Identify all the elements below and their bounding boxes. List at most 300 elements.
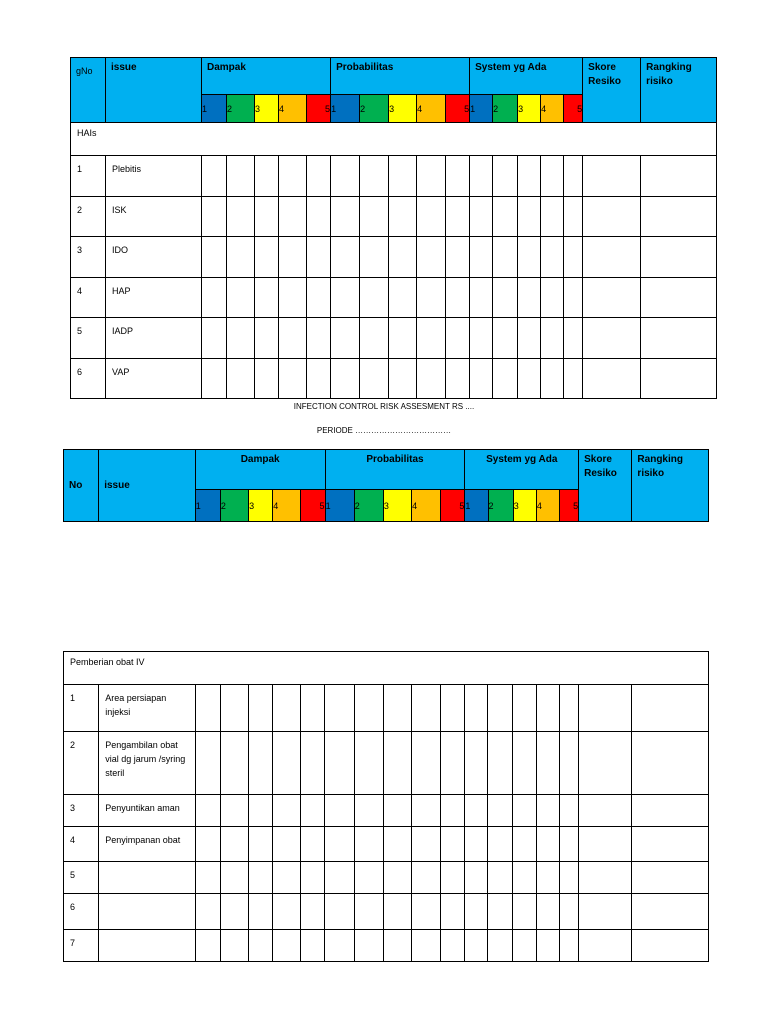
header-probabilitas: Probabilitas [325, 450, 465, 490]
score-cell[interactable] [632, 862, 709, 894]
header-rangking: Rangking risiko [641, 58, 717, 123]
score-cell[interactable] [518, 197, 541, 237]
score-cell[interactable] [632, 930, 709, 962]
score-cell[interactable] [488, 894, 513, 930]
score-cell[interactable] [513, 795, 536, 827]
score-cell[interactable] [279, 359, 307, 399]
score-cell[interactable] [417, 197, 446, 237]
score-cell[interactable] [541, 237, 564, 278]
row-issue [99, 930, 196, 962]
score-cell[interactable] [195, 894, 220, 930]
score-cell[interactable] [411, 862, 440, 894]
score-cell[interactable] [564, 156, 583, 197]
score-cell[interactable] [220, 930, 248, 962]
score-cell[interactable] [441, 795, 465, 827]
row-issue: Penyuntikan aman [99, 795, 196, 827]
score-cell[interactable] [354, 827, 383, 862]
row-number: 4 [64, 827, 99, 862]
score-cell[interactable] [441, 862, 465, 894]
score-cell[interactable] [279, 318, 307, 359]
row-issue: HAP [106, 278, 202, 318]
row-issue: IADP [106, 318, 202, 359]
table-row [64, 862, 709, 894]
score-cell[interactable] [470, 359, 493, 399]
row-issue: Pengambilan obat vial dg jarum /syring steril [99, 732, 196, 795]
table-row [71, 237, 717, 278]
score-cell[interactable] [488, 732, 513, 795]
score-cell[interactable] [541, 278, 564, 318]
scale-system-2: 2 [493, 95, 518, 123]
header-no: No [64, 450, 99, 522]
scale-system-4: 4 [541, 95, 564, 123]
score-cell[interactable] [195, 795, 220, 827]
score-cell[interactable] [389, 318, 417, 359]
row-number: 3 [71, 237, 106, 278]
row-issue: Penyimpanan obat [99, 827, 196, 862]
score-cell[interactable] [220, 795, 248, 827]
score-cell[interactable] [273, 930, 301, 962]
score-cell[interactable] [641, 237, 717, 278]
score-cell[interactable] [331, 237, 360, 278]
score-cell[interactable] [360, 278, 389, 318]
scale-system-1: 1 [465, 490, 488, 522]
score-cell[interactable] [446, 278, 470, 318]
score-cell[interactable] [325, 795, 354, 827]
score-cell[interactable] [493, 197, 518, 237]
scale-dampak-5: 5 [307, 95, 331, 123]
score-cell[interactable] [518, 318, 541, 359]
scale-probabilitas-3: 3 [383, 490, 411, 522]
score-cell[interactable] [249, 930, 273, 962]
score-cell[interactable] [470, 318, 493, 359]
score-cell[interactable] [559, 685, 578, 732]
scale-probabilitas-3: 3 [389, 95, 417, 123]
score-cell[interactable] [307, 318, 331, 359]
score-cell[interactable] [578, 894, 631, 930]
score-cell[interactable] [536, 894, 559, 930]
scale-probabilitas-1: 1 [325, 490, 354, 522]
score-cell[interactable] [559, 827, 578, 862]
score-cell[interactable] [255, 318, 279, 359]
score-cell[interactable] [559, 795, 578, 827]
scale-system-2: 2 [488, 490, 513, 522]
score-cell[interactable] [202, 237, 227, 278]
score-cell[interactable] [220, 732, 248, 795]
score-cell[interactable] [536, 930, 559, 962]
score-cell[interactable] [583, 318, 641, 359]
score-cell[interactable] [279, 237, 307, 278]
score-cell[interactable] [493, 278, 518, 318]
header-issue: issue [106, 58, 202, 123]
score-cell[interactable] [202, 156, 227, 197]
score-cell[interactable] [195, 685, 220, 732]
score-cell[interactable] [411, 930, 440, 962]
score-cell[interactable] [536, 827, 559, 862]
table-row [64, 795, 709, 827]
score-cell[interactable] [195, 827, 220, 862]
score-cell[interactable] [417, 318, 446, 359]
score-cell[interactable] [202, 318, 227, 359]
scale-system-3: 3 [513, 490, 536, 522]
score-cell[interactable] [465, 732, 488, 795]
score-cell[interactable] [518, 237, 541, 278]
scale-dampak-1: 1 [195, 490, 220, 522]
score-cell[interactable] [417, 359, 446, 399]
table-row [64, 930, 709, 962]
score-cell[interactable] [301, 827, 325, 862]
score-cell[interactable] [249, 894, 273, 930]
scale-dampak-3: 3 [249, 490, 273, 522]
score-cell[interactable] [417, 156, 446, 197]
score-cell[interactable] [227, 318, 255, 359]
score-cell[interactable] [227, 237, 255, 278]
score-cell[interactable] [273, 894, 301, 930]
score-cell[interactable] [583, 237, 641, 278]
score-cell[interactable] [383, 827, 411, 862]
score-cell[interactable] [513, 827, 536, 862]
score-cell[interactable] [583, 359, 641, 399]
table-row [71, 359, 717, 399]
risk-table-header [63, 449, 709, 522]
score-cell[interactable] [411, 685, 440, 732]
table-row [71, 156, 717, 197]
row-issue: IDO [106, 237, 202, 278]
score-cell[interactable] [325, 894, 354, 930]
score-cell[interactable] [227, 197, 255, 237]
scale-probabilitas-5: 5 [441, 490, 465, 522]
score-cell[interactable] [441, 732, 465, 795]
scale-dampak-1: 1 [202, 95, 227, 123]
score-cell[interactable] [325, 862, 354, 894]
score-cell[interactable] [641, 359, 717, 399]
score-cell[interactable] [513, 732, 536, 795]
score-cell[interactable] [513, 862, 536, 894]
table-row [64, 732, 709, 795]
score-cell[interactable] [441, 930, 465, 962]
row-number: 5 [64, 862, 99, 894]
score-cell[interactable] [354, 862, 383, 894]
table-row [71, 278, 717, 318]
score-cell[interactable] [307, 197, 331, 237]
score-cell[interactable] [249, 795, 273, 827]
score-cell[interactable] [488, 685, 513, 732]
score-cell[interactable] [578, 732, 631, 795]
section-hais: HAIs [71, 123, 717, 156]
score-cell[interactable] [331, 318, 360, 359]
score-cell[interactable] [279, 156, 307, 197]
row-number: 2 [64, 732, 99, 795]
score-cell[interactable] [446, 156, 470, 197]
scale-dampak-4: 4 [279, 95, 307, 123]
score-cell[interactable] [536, 795, 559, 827]
scale-system-4: 4 [536, 490, 559, 522]
score-cell[interactable] [564, 318, 583, 359]
score-cell[interactable] [331, 197, 360, 237]
score-cell[interactable] [360, 197, 389, 237]
scale-dampak-4: 4 [273, 490, 301, 522]
score-cell[interactable] [325, 930, 354, 962]
score-cell[interactable] [383, 862, 411, 894]
score-cell[interactable] [273, 827, 301, 862]
score-cell[interactable] [220, 827, 248, 862]
score-cell[interactable] [541, 359, 564, 399]
row-issue: Plebitis [106, 156, 202, 197]
score-cell[interactable] [255, 359, 279, 399]
score-cell[interactable] [465, 685, 488, 732]
score-cell[interactable] [249, 732, 273, 795]
score-cell[interactable] [578, 827, 631, 862]
score-cell[interactable] [493, 156, 518, 197]
score-cell[interactable] [279, 278, 307, 318]
score-cell[interactable] [641, 278, 717, 318]
score-cell[interactable] [513, 894, 536, 930]
scale-dampak-2: 2 [227, 95, 255, 123]
score-cell[interactable] [331, 278, 360, 318]
score-cell[interactable] [493, 237, 518, 278]
score-cell[interactable] [564, 359, 583, 399]
score-cell[interactable] [301, 795, 325, 827]
score-cell[interactable] [536, 685, 559, 732]
score-cell[interactable] [220, 685, 248, 732]
score-cell[interactable] [632, 827, 709, 862]
score-cell[interactable] [488, 930, 513, 962]
score-cell[interactable] [578, 862, 631, 894]
scale-system-5: 5 [564, 95, 583, 123]
row-issue [99, 894, 196, 930]
score-cell[interactable] [417, 237, 446, 278]
score-cell[interactable] [470, 156, 493, 197]
risk-table-hais [70, 57, 717, 399]
score-cell[interactable] [389, 197, 417, 237]
score-cell[interactable] [354, 894, 383, 930]
score-cell[interactable] [513, 685, 536, 732]
score-cell[interactable] [541, 156, 564, 197]
score-cell[interactable] [518, 278, 541, 318]
score-cell[interactable] [389, 278, 417, 318]
score-cell[interactable] [354, 685, 383, 732]
score-cell[interactable] [583, 197, 641, 237]
score-cell[interactable] [195, 732, 220, 795]
score-cell[interactable] [331, 156, 360, 197]
score-cell[interactable] [541, 318, 564, 359]
score-cell[interactable] [301, 862, 325, 894]
score-cell[interactable] [518, 156, 541, 197]
score-cell[interactable] [325, 685, 354, 732]
row-number: 3 [64, 795, 99, 827]
score-cell[interactable] [202, 278, 227, 318]
score-cell[interactable] [518, 359, 541, 399]
score-cell[interactable] [249, 685, 273, 732]
scale-probabilitas-2: 2 [360, 95, 389, 123]
scale-probabilitas-4: 4 [412, 490, 441, 522]
score-cell[interactable] [383, 894, 411, 930]
score-cell[interactable] [465, 894, 488, 930]
score-cell[interactable] [536, 732, 559, 795]
score-cell[interactable] [354, 930, 383, 962]
table-row [64, 894, 709, 930]
score-cell[interactable] [536, 862, 559, 894]
score-cell[interactable] [465, 862, 488, 894]
score-cell[interactable] [641, 156, 717, 197]
score-cell[interactable] [493, 359, 518, 399]
score-cell[interactable] [470, 197, 493, 237]
score-cell[interactable] [307, 156, 331, 197]
score-cell[interactable] [559, 862, 578, 894]
score-cell[interactable] [641, 197, 717, 237]
score-cell[interactable] [255, 278, 279, 318]
score-cell[interactable] [564, 278, 583, 318]
scale-probabilitas-2: 2 [354, 490, 383, 522]
score-cell[interactable] [273, 795, 301, 827]
score-cell[interactable] [301, 930, 325, 962]
score-cell[interactable] [446, 318, 470, 359]
scale-system-3: 3 [518, 95, 541, 123]
header-no: gNo [71, 58, 106, 123]
score-cell[interactable] [307, 359, 331, 399]
row-number: 1 [71, 156, 106, 197]
score-cell[interactable] [465, 795, 488, 827]
periode-line: PERIODE ……………………………… [316, 426, 452, 435]
score-cell[interactable] [220, 894, 248, 930]
score-cell[interactable] [632, 894, 709, 930]
score-cell[interactable] [564, 237, 583, 278]
score-cell[interactable] [273, 732, 301, 795]
score-cell[interactable] [578, 685, 631, 732]
scale-dampak-2: 2 [220, 490, 248, 522]
score-cell[interactable] [220, 862, 248, 894]
score-cell[interactable] [559, 930, 578, 962]
score-cell[interactable] [465, 827, 488, 862]
score-cell[interactable] [354, 732, 383, 795]
score-cell[interactable] [564, 197, 583, 237]
score-cell[interactable] [255, 156, 279, 197]
score-cell[interactable] [578, 930, 631, 962]
score-cell[interactable] [470, 237, 493, 278]
score-cell[interactable] [389, 359, 417, 399]
score-cell[interactable] [446, 359, 470, 399]
score-cell[interactable] [301, 732, 325, 795]
score-cell[interactable] [273, 862, 301, 894]
score-cell[interactable] [411, 894, 440, 930]
score-cell[interactable] [202, 359, 227, 399]
document-title: INFECTION CONTROL RISK ASSESMENT RS .... [293, 402, 475, 411]
header-system: System yg Ada [470, 58, 583, 95]
score-cell[interactable] [383, 795, 411, 827]
score-cell[interactable] [493, 318, 518, 359]
row-number: 5 [71, 318, 106, 359]
table-row [71, 197, 717, 237]
score-cell[interactable] [441, 685, 465, 732]
score-cell[interactable] [325, 827, 354, 862]
score-cell[interactable] [641, 318, 717, 359]
score-cell[interactable] [446, 237, 470, 278]
score-cell[interactable] [279, 197, 307, 237]
score-cell[interactable] [255, 197, 279, 237]
score-cell[interactable] [465, 930, 488, 962]
score-cell[interactable] [307, 237, 331, 278]
table-row [64, 685, 709, 732]
score-cell[interactable] [583, 278, 641, 318]
score-cell[interactable] [389, 237, 417, 278]
score-cell[interactable] [513, 930, 536, 962]
score-cell[interactable] [202, 197, 227, 237]
score-cell[interactable] [541, 197, 564, 237]
score-cell[interactable] [383, 930, 411, 962]
score-cell[interactable] [488, 795, 513, 827]
score-cell[interactable] [195, 862, 220, 894]
scale-dampak-5: 5 [301, 490, 325, 522]
scale-probabilitas-5: 5 [446, 95, 470, 123]
score-cell[interactable] [441, 827, 465, 862]
score-cell[interactable] [354, 795, 383, 827]
score-cell[interactable] [195, 930, 220, 962]
score-cell[interactable] [559, 732, 578, 795]
score-cell[interactable] [441, 894, 465, 930]
score-cell[interactable] [488, 862, 513, 894]
header-skore: Skore Resiko [583, 58, 641, 123]
score-cell[interactable] [417, 278, 446, 318]
score-cell[interactable] [446, 197, 470, 237]
score-cell[interactable] [227, 278, 255, 318]
score-cell[interactable] [383, 685, 411, 732]
header-system: System yg Ada [465, 450, 579, 490]
score-cell[interactable] [301, 685, 325, 732]
score-cell[interactable] [331, 359, 360, 399]
score-cell[interactable] [273, 685, 301, 732]
table-row [71, 318, 717, 359]
score-cell[interactable] [360, 237, 389, 278]
score-cell[interactable] [325, 732, 354, 795]
score-cell[interactable] [301, 894, 325, 930]
row-issue: ISK [106, 197, 202, 237]
score-cell[interactable] [389, 156, 417, 197]
score-cell[interactable] [411, 827, 440, 862]
score-cell[interactable] [411, 795, 440, 827]
score-cell[interactable] [249, 827, 273, 862]
row-issue: Area persiapan injeksi [99, 685, 196, 732]
score-cell[interactable] [360, 359, 389, 399]
score-cell[interactable] [227, 156, 255, 197]
score-cell[interactable] [488, 827, 513, 862]
header-skore: Skore Resiko [579, 450, 632, 522]
score-cell[interactable] [632, 732, 709, 795]
score-cell[interactable] [470, 278, 493, 318]
score-cell[interactable] [411, 732, 440, 795]
score-cell[interactable] [249, 862, 273, 894]
score-cell[interactable] [360, 318, 389, 359]
score-cell[interactable] [307, 278, 331, 318]
score-cell[interactable] [632, 685, 709, 732]
score-cell[interactable] [255, 237, 279, 278]
scale-dampak-3: 3 [255, 95, 279, 123]
header-probabilitas: Probabilitas [331, 58, 470, 95]
score-cell[interactable] [227, 359, 255, 399]
score-cell[interactable] [383, 732, 411, 795]
row-number: 1 [64, 685, 99, 732]
score-cell[interactable] [578, 795, 631, 827]
row-number: 6 [64, 894, 99, 930]
header-dampak: Dampak [195, 450, 325, 490]
score-cell[interactable] [583, 156, 641, 197]
score-cell[interactable] [559, 894, 578, 930]
row-issue [99, 862, 196, 894]
score-cell[interactable] [632, 795, 709, 827]
scale-probabilitas-1: 1 [331, 95, 360, 123]
row-number: 6 [71, 359, 106, 399]
header-rangking: Rangking risiko [632, 450, 709, 522]
row-issue: VAP [106, 359, 202, 399]
score-cell[interactable] [360, 156, 389, 197]
